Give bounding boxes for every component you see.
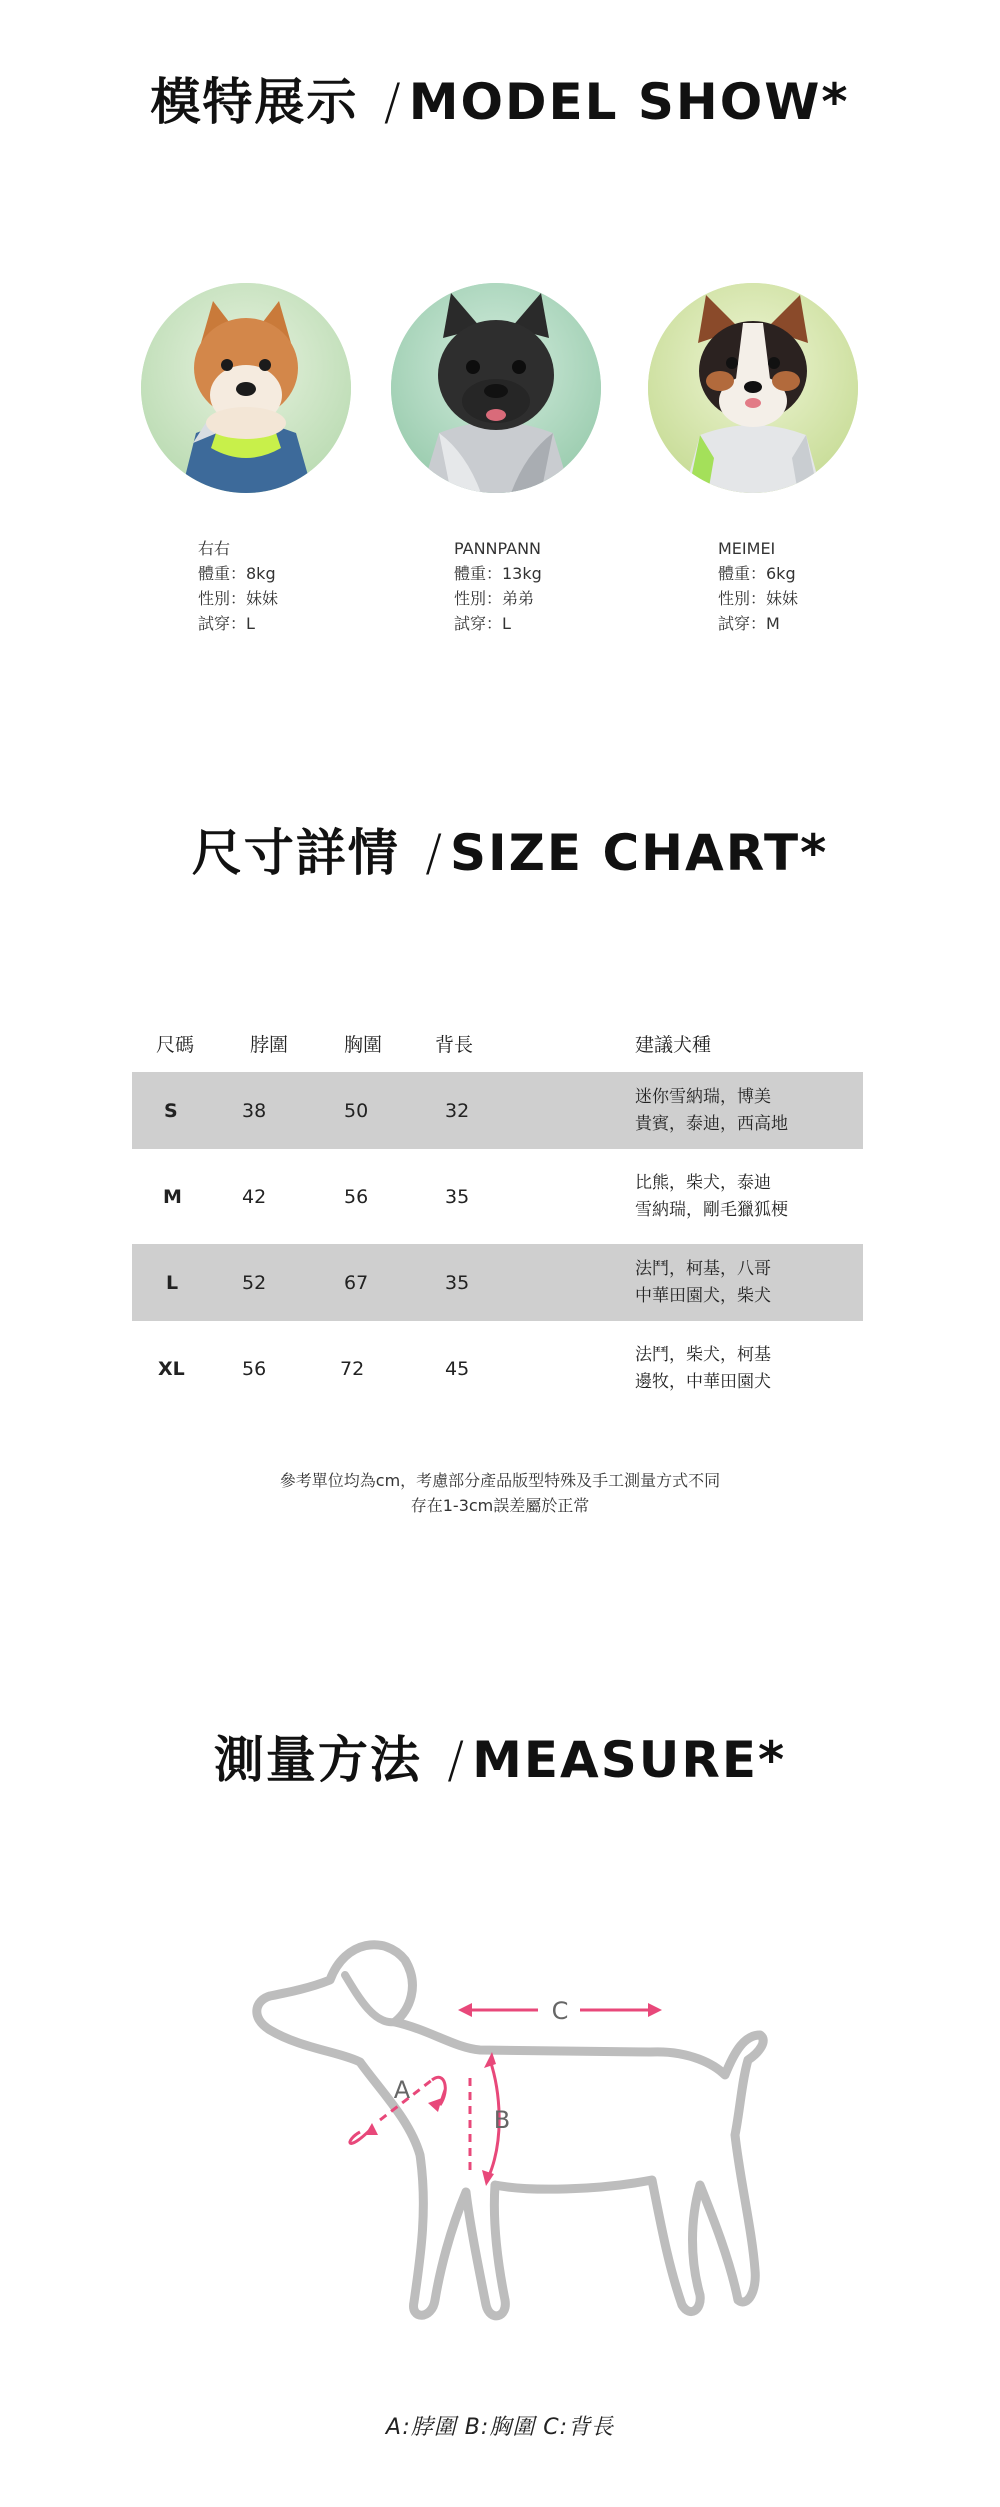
table-row xyxy=(132,1158,863,1235)
corgi-dog-icon xyxy=(648,283,858,493)
model-photo-3 xyxy=(648,283,858,493)
header-breed: 建議犬種 xyxy=(635,1034,712,1056)
model-card-3 xyxy=(648,283,858,493)
header-chest: 胸圍 xyxy=(344,1034,383,1056)
breed-line: 邊牧，中華田園犬 xyxy=(635,1371,771,1392)
model-name: PANNPANN xyxy=(454,539,542,558)
size-chart-title-sep: / xyxy=(425,824,445,882)
header-back: 背長 xyxy=(435,1034,474,1056)
neck-cell: 38 xyxy=(242,1099,267,1122)
size-cell: XL xyxy=(158,1357,185,1380)
model-size: 試穿：M xyxy=(718,614,780,633)
model-show-title-cn: 模特展示 xyxy=(150,73,359,131)
model-name: 右右 xyxy=(198,539,231,558)
header-neck: 脖圍 xyxy=(250,1034,289,1056)
breed-line: 中華田園犬，柴犬 xyxy=(635,1285,771,1306)
breed-line: 貴賓，泰迪，西高地 xyxy=(635,1113,788,1134)
size-note-line-1: 參考單位均為cm，考慮部分產品版型特殊及手工測量方式不同 xyxy=(279,1471,721,1490)
breed-line: 迷你雪納瑞，博美 xyxy=(635,1086,771,1107)
measure-caption: A:脖圍 B:胸圍 C:背長 xyxy=(385,2415,615,2440)
measure-title xyxy=(0,1720,1000,1792)
back-cell: 35 xyxy=(445,1271,470,1294)
chest-cell: 67 xyxy=(344,1271,369,1294)
measure-label-c: C xyxy=(551,1997,569,2025)
size-chart-title-en: SIZE CHART* xyxy=(450,824,829,882)
model-gender: 性別：妹妹 xyxy=(718,589,799,608)
table-row xyxy=(132,1072,863,1149)
measure-title-en: MEASURE* xyxy=(472,1731,787,1789)
breed-cell xyxy=(635,1170,788,1224)
size-cell: L xyxy=(166,1271,179,1294)
model-info-1 xyxy=(198,536,278,636)
model-gender: 性別：弟弟 xyxy=(454,589,535,608)
size-table xyxy=(132,1022,863,1407)
french-bulldog-icon xyxy=(391,283,601,493)
size-chart-title xyxy=(0,813,1000,885)
table-row xyxy=(132,1244,863,1321)
measure-label-b: B xyxy=(493,2106,511,2134)
size-table-header xyxy=(132,1022,863,1072)
size-note xyxy=(0,1468,1000,1518)
model-photo-1 xyxy=(141,283,351,493)
model-weight: 體重：13kg xyxy=(454,564,542,583)
size-cell: S xyxy=(164,1099,178,1122)
size-chart-title-cn: 尺寸詳情 xyxy=(191,824,400,882)
model-photo-2 xyxy=(391,283,601,493)
breed-line: 雪納瑞，剛毛獵狐梗 xyxy=(635,1199,788,1220)
chest-cell: 50 xyxy=(344,1099,369,1122)
model-card-2 xyxy=(391,283,601,493)
model-show-title-sep: / xyxy=(383,73,403,131)
model-name: MEIMEI xyxy=(718,539,776,558)
header-size: 尺碼 xyxy=(156,1034,195,1056)
breed-cell xyxy=(635,1342,771,1396)
breed-line: 比熊，柴犬，泰迪 xyxy=(635,1172,771,1193)
table-row xyxy=(132,1330,863,1407)
back-cell: 45 xyxy=(445,1357,470,1380)
chest-cell: 56 xyxy=(344,1185,369,1208)
breed-line: 法鬥，柴犬，柯基 xyxy=(635,1344,771,1365)
size-note-line-2: 存在1-3cm誤差屬於正常 xyxy=(410,1496,590,1515)
model-card-1 xyxy=(141,283,351,493)
breed-line: 法鬥，柯基，八哥 xyxy=(635,1258,771,1279)
model-info-3 xyxy=(718,536,798,636)
measure-label-a: A xyxy=(393,2076,411,2104)
shiba-dog-icon xyxy=(141,283,351,493)
measure-title-sep: / xyxy=(447,1731,467,1789)
model-size: 試穿：L xyxy=(198,614,255,633)
back-cell: 32 xyxy=(445,1099,470,1122)
row-spacer xyxy=(132,1149,863,1158)
size-cell: M xyxy=(163,1185,182,1208)
breed-cell xyxy=(635,1256,771,1310)
model-show-title xyxy=(0,62,1000,134)
dog-measure-diagram xyxy=(0,1930,1000,2370)
neck-cell: 42 xyxy=(242,1185,267,1208)
model-weight: 體重：8kg xyxy=(198,564,276,583)
model-weight: 體重：6kg xyxy=(718,564,796,583)
model-info-2 xyxy=(454,536,542,636)
row-spacer xyxy=(132,1321,863,1330)
model-size: 試穿：L xyxy=(454,614,511,633)
breed-cell xyxy=(635,1084,788,1138)
row-spacer xyxy=(132,1235,863,1244)
back-cell: 35 xyxy=(445,1185,470,1208)
chest-cell: 72 xyxy=(340,1357,365,1380)
neck-cell: 52 xyxy=(242,1271,267,1294)
model-show-title-en: MODEL SHOW* xyxy=(408,73,850,131)
neck-cell: 56 xyxy=(242,1357,267,1380)
measure-title-cn: 測量方法 xyxy=(213,1731,422,1789)
model-gender: 性別：妹妹 xyxy=(198,589,279,608)
